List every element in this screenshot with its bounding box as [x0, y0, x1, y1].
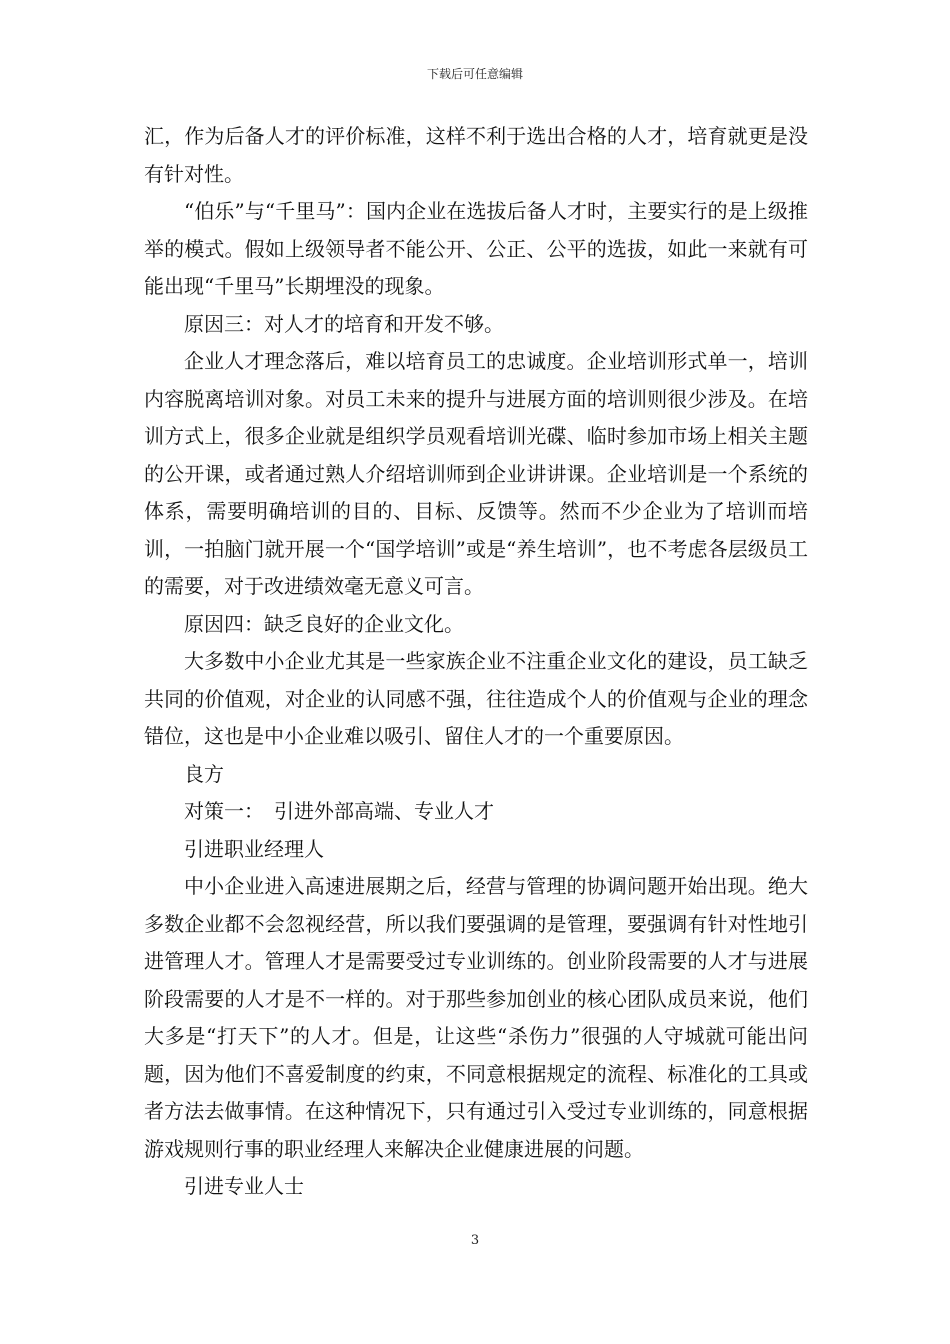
paragraph: 汇，作为后备人才的评价标准，这样不利于选出合格的人才，培育就更是没有针对性。	[144, 124, 808, 186]
paragraph: “伯乐”与“千里马”：国内企业在选拔后备人才时，主要实行的是上级推举的模式。假如上级领导者不能公开、公正、公平的选拔，如此一来就有可能出现“千里马”长期埋没的现象。	[144, 199, 808, 298]
sub-heading: 引进职业经理人	[184, 836, 324, 861]
page-number: 3	[470, 1233, 480, 1248]
section-heading: 原因三：对人才的培育和开发不够。	[184, 311, 504, 336]
paragraph: 中小企业进入高速进展期之后，经营与管理的协调问题开始出现。绝大多数企业都不会忽视经营，所以我们要强调的是管理，要强调有针对性地引进管理人才。管理人才是需要受过专业训练的。创业阶段需要的人才与进展阶段需要的人才是不一样的。对于那些参加创业的核心团队成员来说，他们大多是“打天下”的人才。但是，让这些“杀伤力”很强的人守城就可能出问题，因为他们不喜爱制度的约束，不同意根据规定的流程、标准化的工具或者方法去做事情。在这种情况下，只有通过引入受过专业训练的，同意根据游戏规则行事的职业经理人来解决企业健康进展的问题。	[144, 874, 808, 1161]
section-heading: 原因四：缺乏良好的企业文化。	[184, 611, 464, 636]
section-heading: 对策一： 引进外部高端、专业人才	[184, 799, 494, 823]
section-heading: 良方	[184, 761, 224, 786]
paragraph: 企业人才理念落后，难以培育员工的忠诚度。企业培训形式单一，培训内容脱离培训对象。对员工未来的提升与进展方面的培训则很少涉及。在培训方式上，很多企业就是组织学员观看培训光碟、临时参加市场上相关主题的公开课，或者通过熟人介绍培训师到企业讲讲课。企业培训是一个系统的体系，需要明确培训的目的、目标、反馈等。然而不少企业为了培训而培训，一拍脑门就开展一个“国学培训”或是“养生培训”，也不考虑各层级员工的需要，对于改进绩效毫无意义可言。	[144, 349, 808, 598]
page-header: 下载后可任意编辑	[426, 67, 523, 81]
sub-heading: 引进专业人士	[184, 1174, 304, 1198]
document-body	[144, 118, 808, 1206]
paragraph: 大多数中小企业尤其是一些家族企业不注重企业文化的建设，员工缺乏共同的价值观，对企业的认同感不强，往往造成个人的价值观与企业的理念错位，这也是中小企业难以吸引、留住人才的一个重要原因。	[144, 649, 808, 748]
